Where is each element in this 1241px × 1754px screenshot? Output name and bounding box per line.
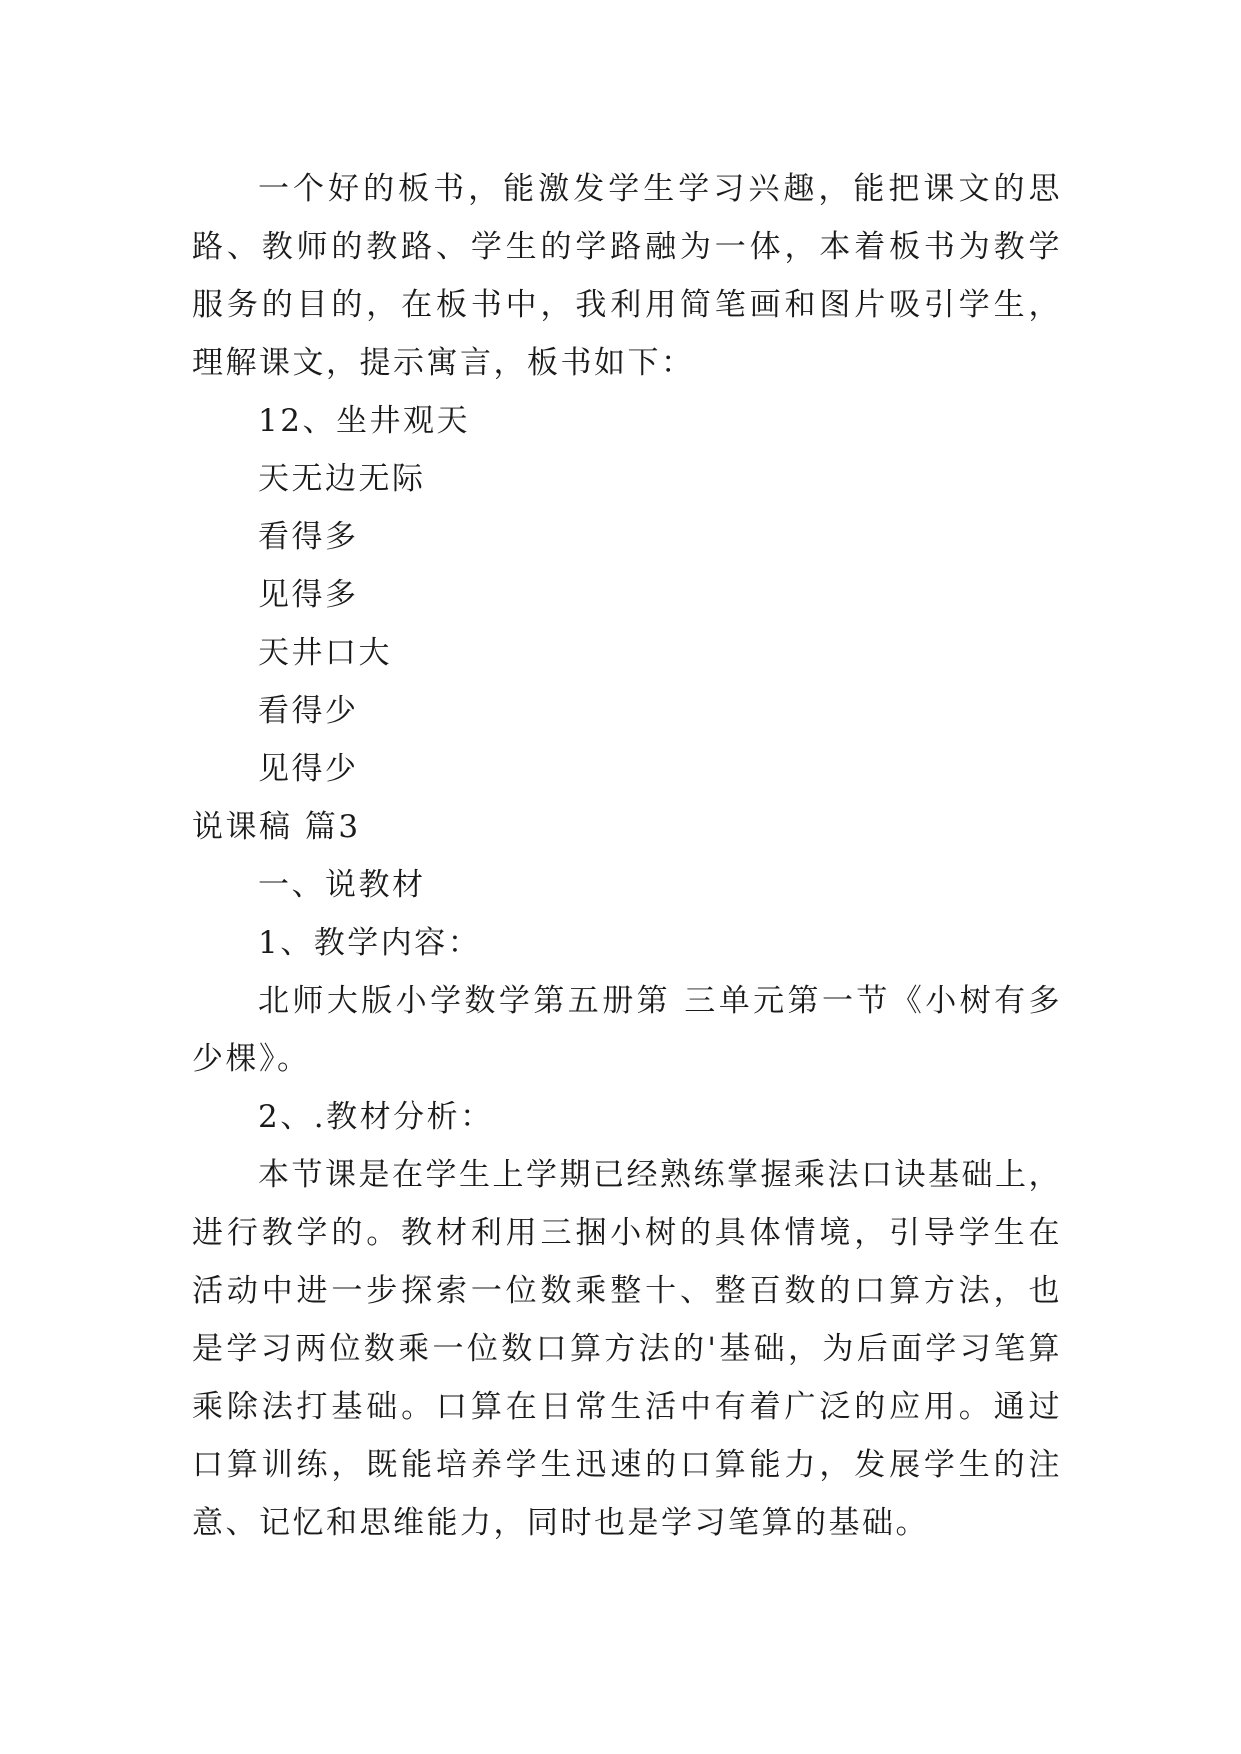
item-heading: 2、.教材分析： (258, 1099, 494, 1135)
item-paragraph: 本节课是在学生上学期已经熟练掌握乘法口诀基础上，进行教学的。教材利用三捆小树的具体情境，引导学生在活动中进一步探索一位数乘整十、整百数的口算方法，也是学习两位数乘一位数口算方法的'基础，为后面学习笔算乘除法打基础。口算在日常生活中有着广泛的应用。通过口算训练，既能培养学生迅速的口算能力，发展学生的注意、记忆和思维能力，同时也是学习笔算的基础。 (192, 1157, 1062, 1541)
item-paragraph: 北师大版小学数学第五册第 三单元第一节《小树有多少棵》。 (192, 983, 1062, 1077)
board-title: 12、坐井观天 (258, 403, 470, 439)
document-body (192, 160, 1062, 1552)
board-line: 见得少 (258, 751, 359, 787)
board-line: 看得多 (258, 519, 359, 555)
blackboard-outline (192, 392, 1062, 798)
board-line: 看得少 (258, 693, 359, 729)
item-heading: 1、教学内容： (258, 925, 482, 961)
board-line: 见得多 (258, 577, 359, 613)
board-line: 天无边无际 (258, 461, 426, 497)
board-line: 天井口大 (258, 635, 392, 671)
part-heading: 一、说教材 (258, 867, 426, 903)
section-heading: 说课稿 篇3 (192, 809, 361, 845)
intro-paragraph: 一个好的板书，能激发学生学习兴趣，能把课文的思路、教师的教路、学生的学路融为一体，本着板书为教学服务的目的，在板书中，我利用简笔画和图片吸引学生，理解课文，提示寓言，板书如下： (192, 171, 1062, 381)
